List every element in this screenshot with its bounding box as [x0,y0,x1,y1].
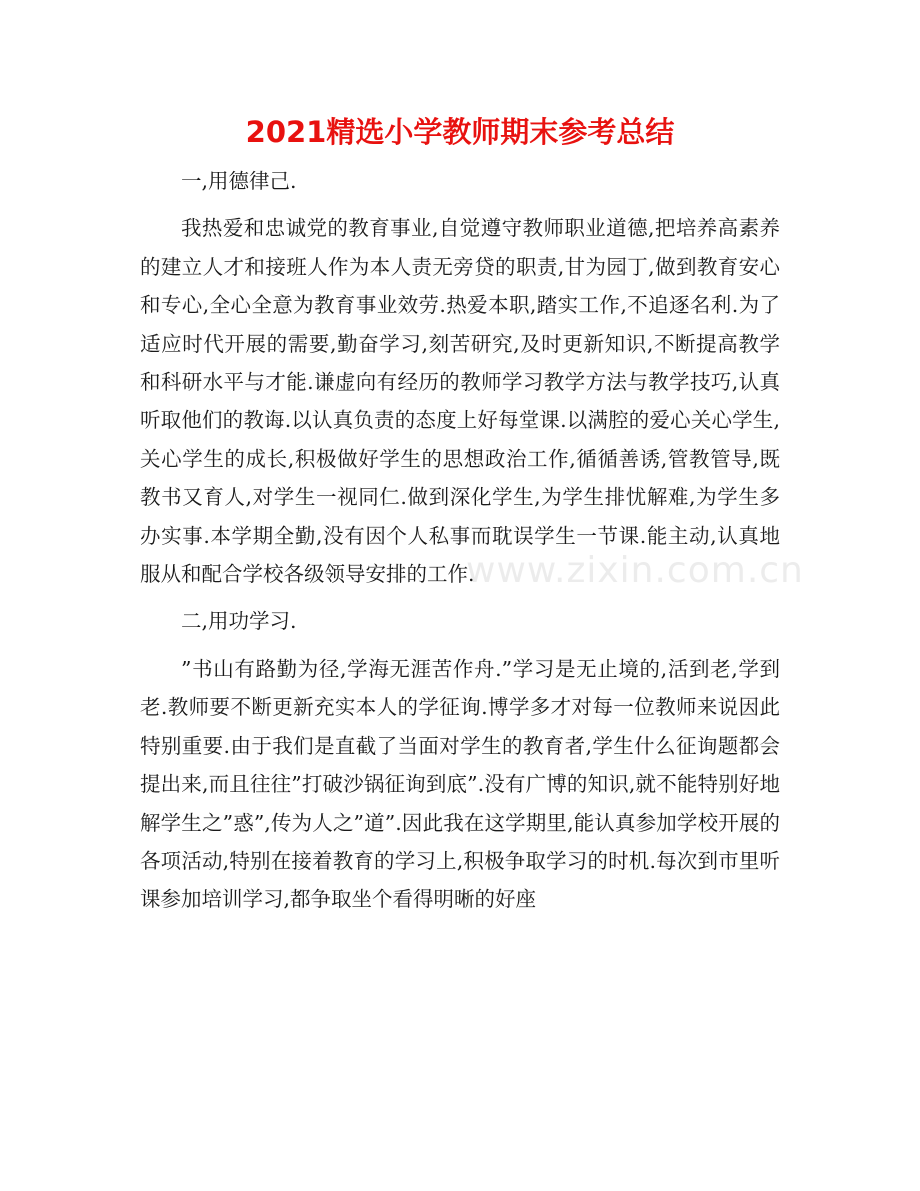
paragraph-1: 我热爱和忠诚党的教育事业,自觉遵守教师职业道德,把培养高素养的建立人才和接班人作为本人责无旁贷的职责,甘为园丁,做到教育安心和专心,全心全意为教育事业效劳.热爱本职,踏实工作,不追逐名利.为了适应时代开展的需要,勤奋学习,刻苦研究,及时更新知识,不断提高教学和科研水平与才能.谦虚向有经历的教师学习教学方法与教学技巧,认真听取他们的教诲.以认真负责的态度上好每堂课.以满腔的爱心关心学生,关心学生的成长,积极做好学生的思想政治工作,循循善诱,管教管导,既教书又育人,对学生一视同仁.做到深化学生,为学生排忧解难,为学生多办实事.本学期全勤,没有因个人私事而耽误学生一节课.能主动,认真地服从和配合学校各级领导安排的工作. [140,216,780,587]
document-body [140,162,780,928]
watermark-text: www.zixin.com.cn [466,550,804,591]
section-heading-1: 一,用德律己. [181,169,297,193]
document-title: 2021精选小学教师期末参考总结 [245,115,675,149]
paragraph-2: ”书山有路勤为径,学海无涯苦作舟.”学习是无止境的,活到老,学到老.教师要不断更新充实本人的学征询.博学多才对每一位教师来说因此特别重要.由于我们是直截了当面对学生的教育者,学生什么征询题都会提出来,而且往往”打破沙锅征询到底”.没有广博的知识,就不能特别好地解学生之”惑”,传为人之”道”.因此我在这学期里,能认真参加学校开展的各项活动,特别在接着教育的学习上,积极争取学习的时机.每次到市里听课参加培训学习,都争取坐个看得明晰的好座 [140,656,780,912]
section-heading-2: 二,用功学习. [181,609,297,634]
